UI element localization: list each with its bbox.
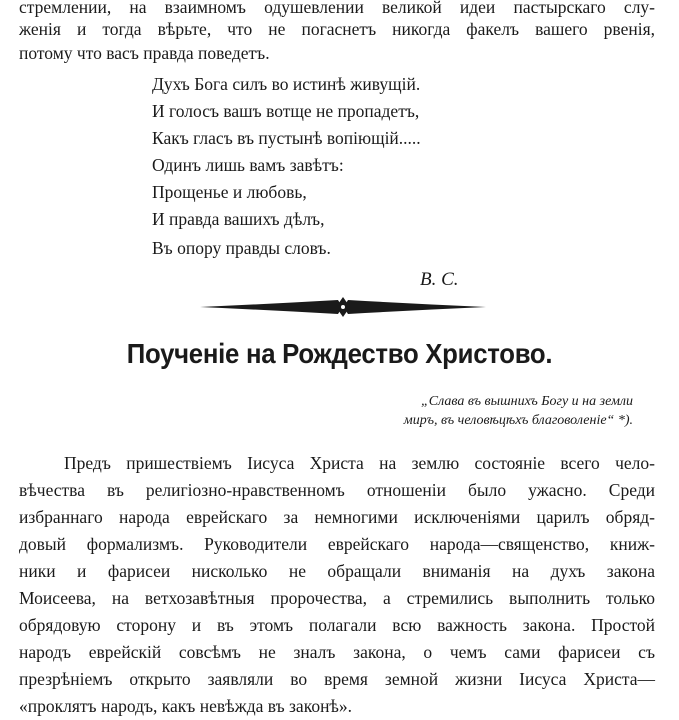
- paragraph-line: народъ еврейскій совсѣмъ не зналъ закона, о чемъ сами фарисеи съ: [19, 642, 655, 662]
- paragraph-line: вѣчества въ религіозно-нравственномъ отношеніи было ужасно. Среди: [19, 480, 655, 500]
- paragraph-line: довый формализмъ. Руководители еврейскаго народа—священство, книж-: [19, 534, 655, 554]
- paragraph-line: избраннаго народа еврейскаго за немногими исключеніями царилъ обряд-: [19, 507, 655, 527]
- poem-line: Прощенье и любовь,: [152, 182, 307, 202]
- author-signature: В. С.: [420, 269, 459, 290]
- paragraph-line: ники и фарисеи нисколько не обращали вниманія на духъ закона: [19, 561, 655, 581]
- opening-line-2: женія и тогда вѣрьте, что не погаснетъ никогда факелъ вашего рвенія,: [19, 19, 655, 39]
- opening-line-3: потому что васъ правда поведетъ.: [19, 43, 270, 63]
- poem-line: И правда вашихъ дѣлъ,: [152, 209, 325, 229]
- poem-line: Въ опору правды словъ.: [152, 238, 331, 258]
- epigraph-line-1: „Слава въ вышнихъ Богу и на земли: [421, 394, 633, 409]
- poem-line: Какъ гласъ въ пустынѣ вопіющій.....: [152, 128, 421, 148]
- article-title: Поученіе на Рождество Христово.: [126, 338, 553, 369]
- paragraph-line: Предъ пришествіемъ Іисуса Христа на землю состояніе всего чело-: [64, 453, 655, 473]
- paragraph-line: «проклятъ народъ, какъ невѣжда въ законѣ».: [19, 696, 353, 716]
- poem-line: И голосъ вашъ вотще не пропадетъ,: [152, 101, 420, 121]
- opening-line-1: стремлении, на взаимномъ одушевлении великой идеи пастырскаго слу-: [19, 0, 655, 17]
- poem-line: Духъ Бога силъ во истинѣ живущій.: [152, 74, 421, 94]
- poem-line: Одинъ лишь вамъ завѣтъ:: [152, 155, 344, 175]
- epigraph-line-2: миръ, въ человѣцѣхъ благоволеніе“ *).: [403, 413, 633, 428]
- paragraph-line: обрядовую сторону и въ этомъ полагали всю важность закона. Простой: [19, 615, 655, 635]
- paragraph-line: Моисеева, на ветхозавѣтныя пророчества, а стремились выполнить только: [19, 588, 655, 608]
- paragraph-line: презрѣніемъ открыто заявляли во время земной жизни Іисуса Христа—: [19, 669, 655, 689]
- ornament-divider: [198, 295, 488, 319]
